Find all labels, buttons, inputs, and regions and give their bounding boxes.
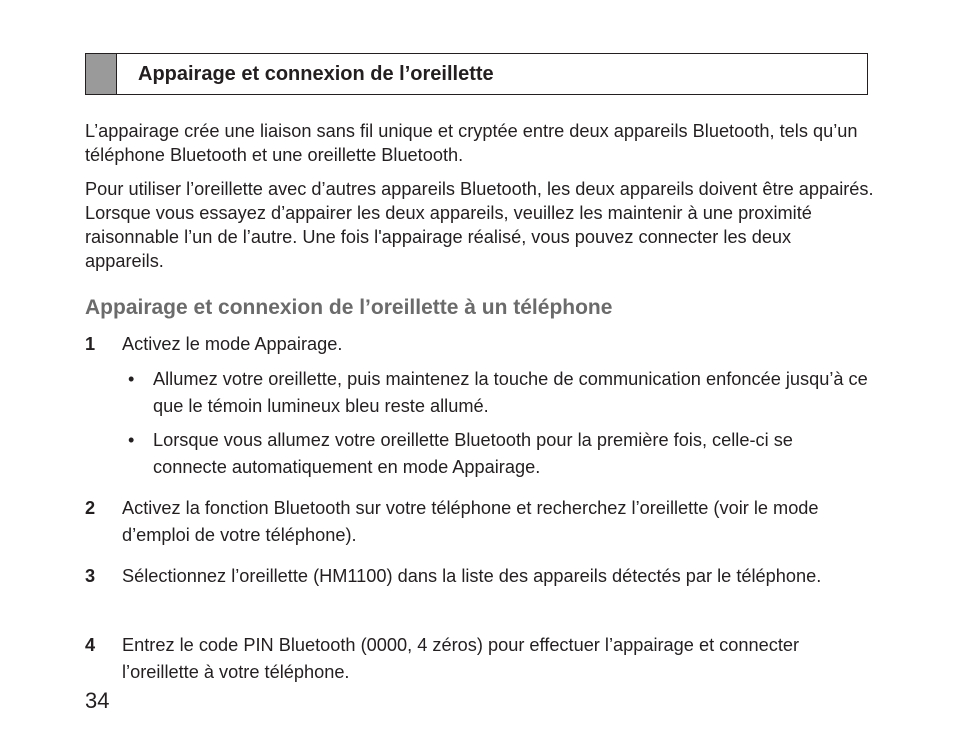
step-text: Sélectionnez l’oreillette (HM1100) dans la liste des appareils détectés par le téléphone.	[122, 566, 822, 586]
bullet-text: Lorsque vous allumez votre oreillette Bluetooth pour la première fois, celle-ci se connecte automatiquement en mode Appairage.	[153, 430, 793, 477]
step-text: Entrez le code PIN Bluetooth (0000, 4 zéros) pour effectuer l’appairage et connecter l’oreillette à votre téléphone.	[122, 635, 800, 682]
step-text: Activez la fonction Bluetooth sur votre téléphone et recherchez l’oreillette (voir le mode d’emploi de votre téléphone).	[122, 498, 819, 545]
step-number: 2	[85, 498, 96, 518]
bullet-text: Allumez votre oreillette, puis maintenez la touche de communication enfoncée jusqu’à ce que le témoin lumineux bleu reste allumé.	[153, 369, 868, 416]
step-text: Activez le mode Appairage.	[122, 334, 343, 354]
intro-paragraph-2: Pour utiliser l’oreillette avec d’autres appareils Bluetooth, les deux appareils doivent être appairés. Lorsque vous essayez d’appairer les deux appareils, veuillez les maintenir à une proximité raisonnable l’un de l’autre. Une fois l'appairage réalisé, vous pouvez connecter les deux appareils.	[85, 179, 874, 271]
step-number: 4	[85, 635, 96, 655]
step-number: 1	[85, 334, 96, 354]
page-number: 34	[85, 688, 110, 713]
section-header	[85, 53, 868, 95]
header-gray-tab	[86, 54, 117, 94]
bullet-symbol: •	[128, 430, 135, 450]
subsection-heading: Appairage et connexion de l’oreillette à un téléphone	[85, 296, 613, 319]
intro-paragraph-1: L’appairage crée une liaison sans fil unique et cryptée entre deux appareils Bluetooth, tels qu’un téléphone Bluetooth et une oreillette Bluetooth.	[85, 121, 858, 165]
step-number: 3	[85, 566, 96, 586]
bullet-symbol: •	[128, 369, 135, 389]
section-title: Appairage et connexion de l’oreillette	[138, 62, 494, 85]
